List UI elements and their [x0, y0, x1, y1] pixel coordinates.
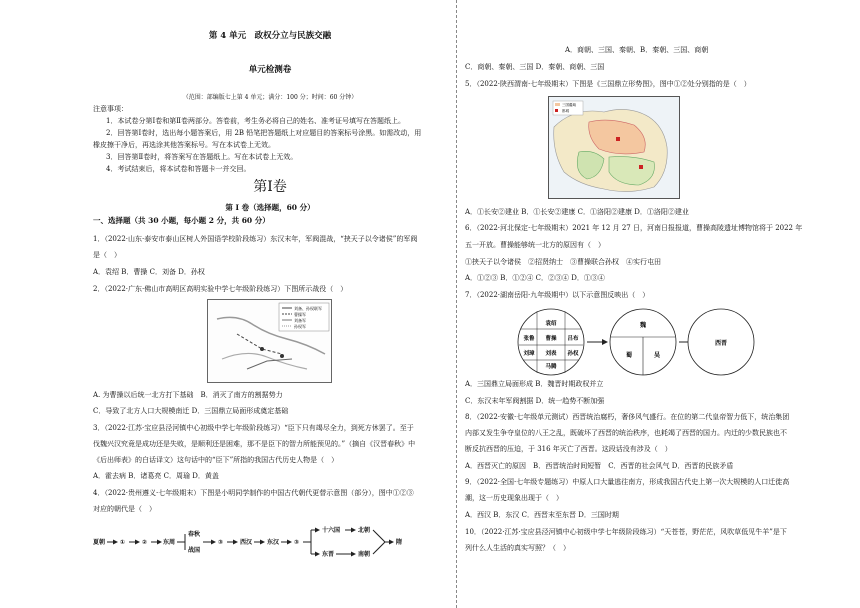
note-item: 橡皮擦干净后，再选涂其他答案标号。写在本试卷上无效。: [93, 141, 275, 149]
q6-stem: 6．（2022·河北保定·七年级期末）2021 年 12 月 27 日，河南日报报道，曹操高陵遗址博物馆将于 2022 年: [465, 224, 803, 232]
q7-diagram: [515, 305, 755, 379]
q6-items: ①挟天子以令诸侯 ②招贤纳士 ③曹操联合孙权 ④实行屯田: [465, 258, 661, 266]
column-divider: [456, 0, 457, 608]
warlord-label: 吕布: [567, 336, 579, 342]
warlord-label: 孙权: [567, 351, 579, 357]
q3-stem: 伐魏兴汉究竟是成功还是失败，是顺利还是困难，那不是臣下的智力所能预见的。”（摘自《汉晋春秋》中: [93, 440, 416, 448]
note-item: 4．考试结束后，将本试卷和答题卡一并交回。: [106, 165, 251, 173]
q9-options: A．西汉 B．东汉 C．西晋末至东晋 D．三国时期: [465, 511, 619, 519]
q2-stem: 2．（2022·广东·佛山市高明区高明实验中学七年级阶段练习）下图所示战役（ ）: [93, 285, 348, 293]
q1-stem-end: 是（ ）: [93, 251, 121, 259]
warlord-label: 曹操: [545, 336, 557, 342]
q5-options: A．①长安②建业 B．①长安②建康 C．①洛阳②建康 D．①洛阳②建业: [465, 208, 689, 216]
exam-subtitle: 单元检测卷: [248, 65, 292, 75]
kingdom-label: 蜀: [625, 352, 633, 359]
warlord-label: 袁绍: [545, 321, 557, 327]
map-legend-item: 都城: [562, 109, 569, 113]
q9-stem: 9．（2022·全国·七年级专题练习）中原人口大量逃往南方，形成我国古代史上第一次大规模的人口迁徙高: [465, 478, 790, 486]
timeline-node: ③: [218, 539, 224, 546]
q3-stem: 《后出师表》的白话译文）这句话中的“臣下”所指的我国古代历史人物是（ ）: [93, 456, 339, 464]
dynasty-timeline: [93, 520, 443, 560]
map-legend-item: 三国疆域: [562, 103, 576, 107]
q10-stem: 10．（2022·江苏·宝应县泾河镇中心初级中学七年级阶段练习）“天苍苍，野茫茫，风吹草低见牛羊”是下: [465, 528, 787, 536]
legend-item: 孙权军: [294, 324, 306, 329]
section-heading: 一、选择题（共 30 小题，每小题 2 分，共 60 分）: [93, 216, 270, 225]
timeline-node: 南朝: [358, 551, 371, 558]
timeline-node: 西汉: [240, 539, 253, 546]
q4-stem: 4．（2022·贵州遵义·七年级期末）下图是小明同学制作的中国古代朝代更替示意图（部分），图中①②③: [93, 489, 414, 497]
kingdom-label: 魏: [639, 322, 647, 329]
warlord-label: 刘璋: [523, 351, 535, 357]
q3-options: A．霍去病 B．诸葛亮 C．周瑜 D．黄盖: [93, 472, 219, 480]
notes-label: 注意事项：: [93, 105, 128, 113]
q5-stem: 5．（2022·陕西渭南·七年级期末）下图是《三国鼎立形势图》，图中①②处分别指的是（ ）: [465, 80, 751, 88]
timeline-node: 夏朝: [93, 539, 106, 546]
q8-stem: 断反抗西晋的压迫，于 316 年灭亡了西晋。这段话没有涉及（ ）: [465, 445, 672, 453]
note-item: 3．回答第Ⅱ卷时，将答案写在答题纸上。写在本试卷上无效。: [106, 153, 298, 161]
timeline-node: 春秋: [188, 531, 201, 538]
warlord-label: 刘表: [545, 351, 557, 357]
timeline-node: 十六国: [322, 527, 341, 534]
q6-stem: 五一开放。曹操能够统一北方的原因有（ ）: [465, 241, 605, 249]
q8-stem: 内部又发生争夺皇位的八王之乱，既破坏了西晋的统治秩序，也耗竭了西晋的国力。内迁的少数民族也不: [465, 429, 787, 437]
timeline-node: 东汉: [267, 539, 280, 546]
warlord-label: 马腾: [545, 364, 557, 370]
q7-option-cd: C．东汉末年军阀割据 D．统一趋势不断加强: [465, 397, 605, 405]
q2-option-ab: A. 为曹操以后统一北方打下基础 B．消灭了南方的割据势力: [93, 391, 283, 399]
q8-stem: 8．（2022·安徽·七年级单元测试）西晋统治腐朽，奢侈风气盛行。在位的第二代皇帝智力低下，统治集团: [465, 413, 790, 421]
legend-item: 刘备、孙权联军: [294, 306, 322, 311]
q10-stem: 列什么人生活的真实写照？（ ）: [465, 544, 570, 552]
q9-stem: 潮，这一历史现象出现于（ ）: [465, 494, 563, 502]
timeline-node: ②: [142, 539, 148, 546]
q4-stem: 对应的朝代是（ ）: [93, 505, 156, 513]
kingdom-label: 吴: [653, 352, 661, 359]
q7-option-ab: A．三国鼎立局面形成 B．魏晋时期政权并立: [465, 380, 604, 388]
part-title: 第 I 卷（选择题，60 分）: [225, 203, 315, 212]
timeline-node: 北朝: [358, 527, 371, 534]
legend-item: 刘备军: [294, 318, 306, 323]
q4-option-ab: A．商朝、三国、秦朝、B．秦朝、三国、商朝: [565, 46, 709, 54]
capital-marker: [639, 165, 643, 169]
timeline-node: 隋: [396, 539, 403, 546]
three-kingdoms-map: [548, 96, 680, 199]
timeline-node: 战国: [188, 547, 201, 554]
note-item: 2．回答第Ⅰ卷时，选出每小题答案后，用 2B 铅笔把答题纸上对应题目的答案标号涂黑。如需改动，用: [106, 129, 422, 137]
q7-stem: 7．（2022·湖南岳阳·九年级期中）以下示意图反映出（ ）: [465, 291, 650, 299]
western-jin-label: 西晋: [714, 340, 728, 347]
timeline-node: ①: [120, 539, 126, 546]
battle-map: [207, 299, 332, 383]
timeline-node: 东晋: [322, 551, 335, 558]
note-item: 1．本试卷分第Ⅰ卷和第Ⅱ卷两部分。答卷前，考生务必将自己的姓名、准考证号填写在答题纸上。: [106, 117, 405, 125]
q1-stem: 1．（2022·山东·泰安市泰山区树人外国语学校阶段练习）东汉末年，军阀混战，“挟天子以令诸侯”的军阀: [93, 235, 418, 243]
timeline-node: 东周: [163, 539, 176, 546]
capital-marker: [616, 137, 620, 141]
q6-options: A．①②③ B．①②④ C．②③④ D．①③④: [465, 274, 605, 282]
legend-item: 曹操军: [294, 312, 306, 317]
exam-range: （范围：部编版七上第 4 单元；满分：100 分；时间：60 分钟）: [182, 94, 358, 101]
unit-title: 第 4 单元 政权分立与民族交融: [208, 31, 332, 41]
q8-options: A．西晋灭亡的原因 B．西晋统治时间短暂 C．西晋的社会风气 D．西晋的民族矛盾: [465, 462, 734, 470]
q1-options: A．袁绍 B．曹操 C．刘备 D．孙权: [93, 268, 205, 276]
q4-option-cd: C．商朝、秦朝、三国 D．秦朝、商朝、三国: [465, 63, 605, 71]
q3-stem: 3．（2022·江苏·宝应县泾河镇中心初级中学七年级阶段练习）“臣下只有竭尽全力，到死方休罢了。至于: [93, 424, 414, 432]
q2-option-cd: C．导致了北方人口大规模南迁 D．三国鼎立局面形成奠定基础: [93, 407, 289, 415]
timeline-node: ③: [294, 539, 300, 546]
warlord-label: 张鲁: [523, 336, 535, 342]
volume-title: 第Ⅰ卷: [253, 179, 287, 195]
